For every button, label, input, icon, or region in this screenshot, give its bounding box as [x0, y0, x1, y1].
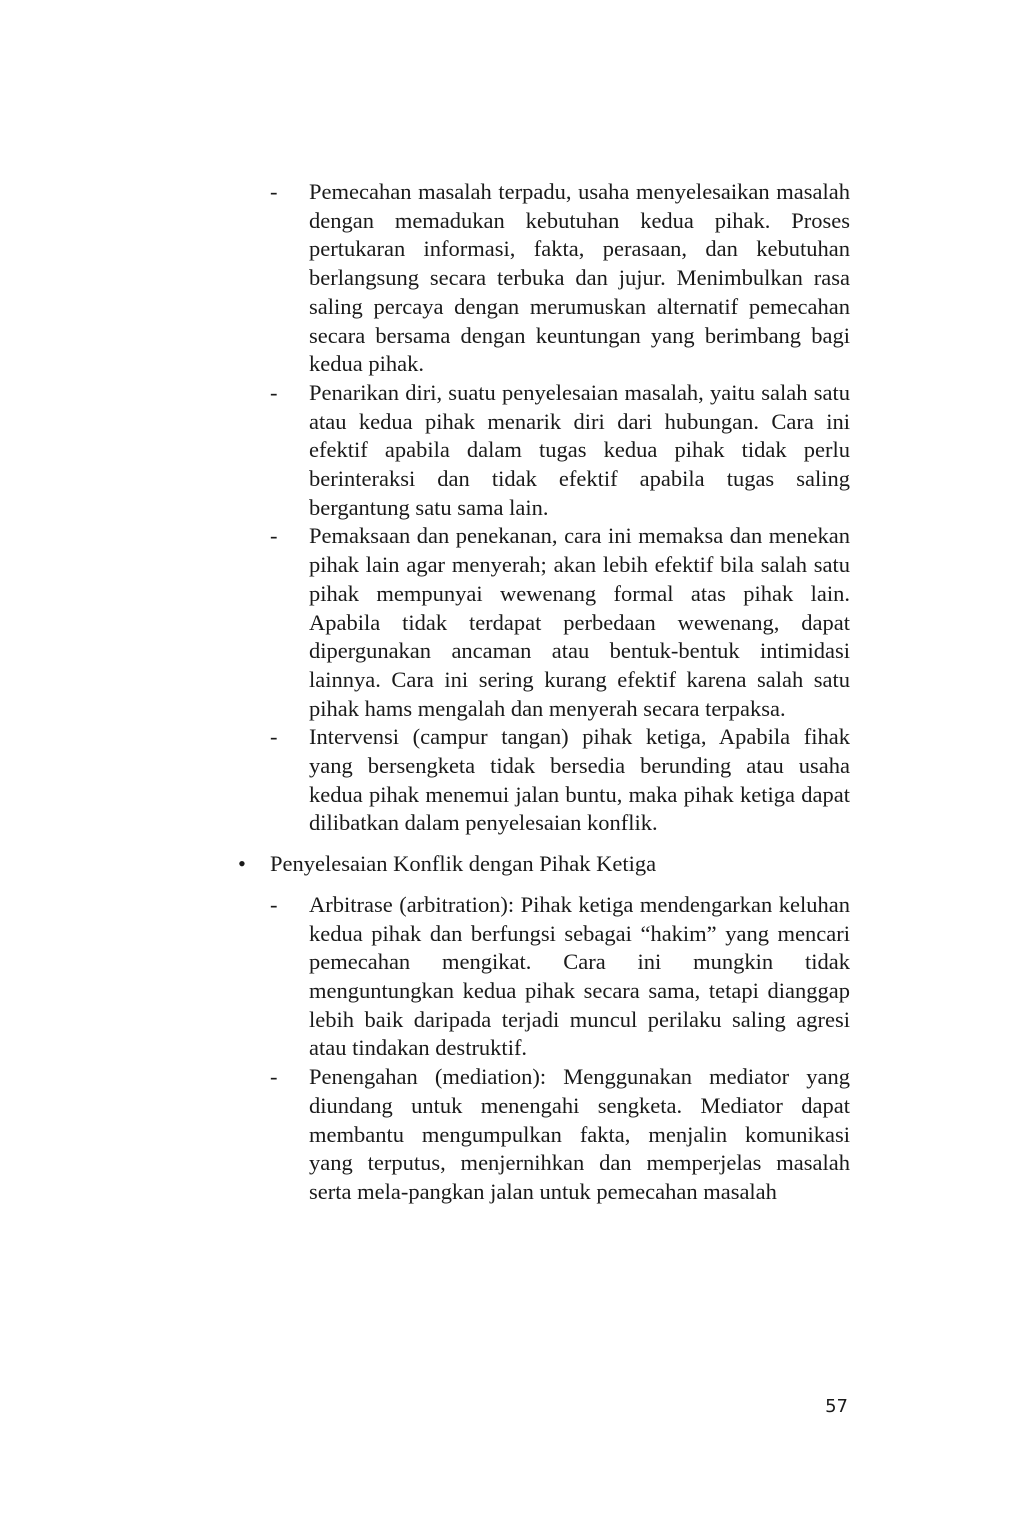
conflict-resolution-list [232, 178, 850, 838]
dash-marker: - [270, 179, 278, 204]
third-party-list [232, 891, 850, 1207]
list-item-text: Penarikan diri, suatu penyelesaian masalah, yaitu salah satu atau kedua pihak menarik diri dari hubungan. Cara ini efektif apabila dalam tugas kedua pihak tidak perlu berinteraksi dan tidak efektif apabila tugas saling bergantung satu sama lain. [309, 379, 850, 520]
page-number: 57 [825, 1396, 848, 1417]
list-item-text: Arbitrase (arbitration): Pihak ketiga mendengarkan keluhan kedua pihak dan berfungsi sebagai “hakim” yang mencari pemecahan mengikat. Cara ini mungkin tidak menguntungkan kedua pihak secara sama, tetapi dianggap lebih baik daripada terjadi muncul perilaku saling agresi atau tindakan destruktif. [309, 891, 850, 1061]
dash-marker: - [270, 379, 278, 405]
list-item-integrated-problem-solving [232, 178, 850, 379]
list-item-mediation [232, 1063, 850, 1207]
dash-marker: - [270, 1064, 278, 1090]
bullet-icon: • [238, 851, 246, 877]
list-item-text: Intervensi (campur tangan) pihak ketiga, Apabila fihak yang bersengketa tidak bersedia berunding atau usaha kedua pihak menemui jalan buntu, maka pihak ketiga dapat dilibatkan dalam penyelesaian konflik. [309, 724, 850, 836]
dash-marker: - [270, 724, 278, 750]
dash-marker: - [270, 523, 278, 549]
list-item-text: Pemecahan masalah terpadu, usaha menyelesaikan masalah dengan memadukan kebutuhan kedua pihak. Proses pertukaran informasi, fakta, perasaan, dan kebutuhan berlangsung secara terbuka dan jujur. Menimbulkan rasa saling percaya dengan merumuskan alternatif pemecahan secara bersama dengan keuntungan yang berimbang bagi kedua pihak. [309, 179, 850, 377]
list-item-text: Pemaksaan dan penekanan, cara ini memaksa dan menekan pihak lain agar menyerah; akan lebih efektif bila salah satu pihak mempunyai wewenang formal atas pihak lain. Apabila tidak terdapat perbedaan wewenang, dapat dipergunakan ancaman atau bentuk-bentuk intimidasi lainnya. Cara ini sering kurang efektif karena salah satu pihak hams mengalah dan menyerah secara terpaksa. [309, 523, 850, 721]
section-heading [232, 850, 850, 879]
list-item-text: Penengahan (mediation): Menggunakan mediator yang diundang untuk menengahi sengketa. Mediator dapat membantu mengumpulkan fakta, menjalin komunikasi yang terputus, menjernihkan dan memperjelas masalah serta mela-pangkan jalan untuk pemecahan masalah [309, 1064, 850, 1204]
list-item-withdrawal [232, 379, 850, 523]
list-item-third-party-intervention [232, 723, 850, 838]
list-item-forcing [232, 522, 850, 723]
list-item-arbitration [232, 891, 850, 1063]
body-text [232, 178, 850, 1207]
dash-marker: - [270, 891, 278, 917]
section-heading-text: Penyelesaian Konflik dengan Pihak Ketiga [270, 851, 657, 877]
